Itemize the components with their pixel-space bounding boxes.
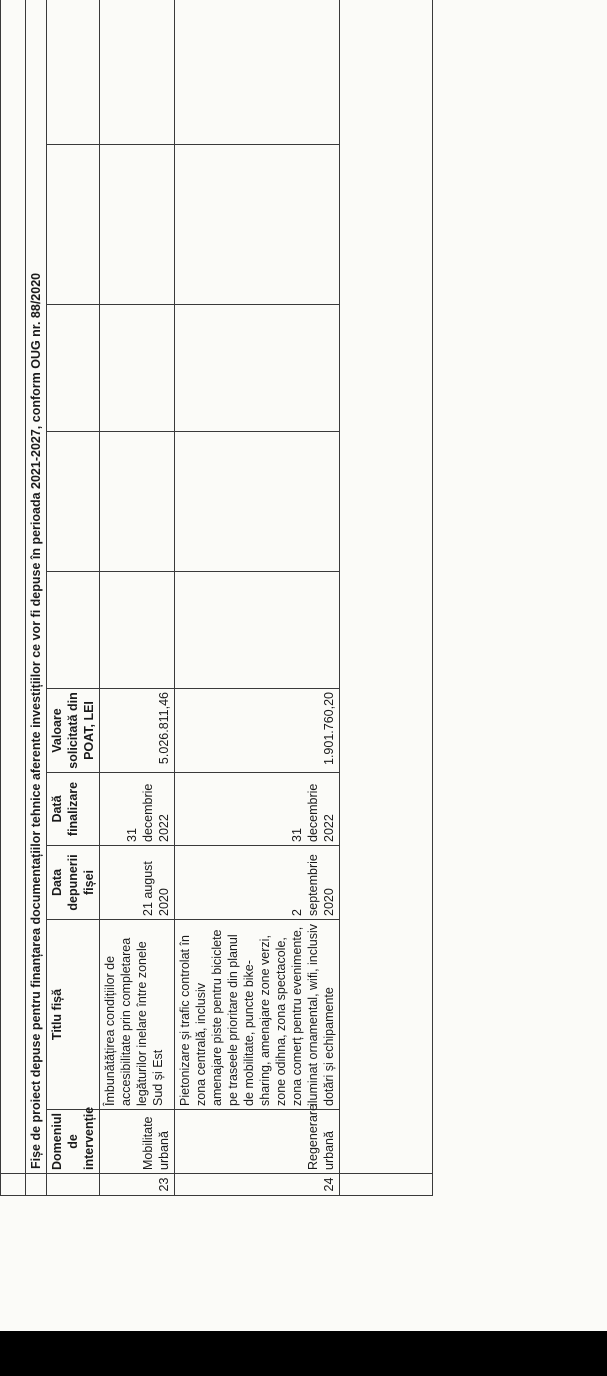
- row-amount: 5.026.811,46: [100, 689, 175, 773]
- header-amount: Valoare solicitată din POAT, LEI: [47, 689, 100, 773]
- top-rule-row: [1, 0, 26, 1196]
- row-amount: 1.901.760,20: [175, 689, 340, 773]
- row-submission-date: 21 august 2020: [100, 846, 175, 920]
- table-caption: Fișe de proiect depuse pentru finanțarea documentațiilor tehnice aferente investițiilor ce vor fi depuse în perioada 2021-2027, conform OUG nr. 88/2020: [26, 0, 47, 1174]
- row-completion-date: 31 decembrie 2022: [175, 773, 340, 846]
- header-completion-date: Dată finalizare: [47, 773, 100, 846]
- header-title: Titlu fișă: [47, 920, 100, 1110]
- row-number: 23: [100, 1174, 175, 1196]
- row-title: Pietonizare și trafic controlat în zona centrală, inclusiv amenajare piste pentru biciclete pe traseele prioritare din planul de mobilitate, puncte bike-sharing, amenajare zone verzi, zone odihna, zona spectacole, zona comerț pentru evenimente, iluminat ornamental, wifi, inclusiv dotări și echipamente: [175, 920, 340, 1110]
- row-domain: Mobilitate urbană: [100, 1110, 175, 1174]
- row-submission-date: 2 septembrie 2020: [175, 846, 340, 920]
- header-submission-date: Data depunerii fișei: [47, 846, 100, 920]
- table-row: [175, 0, 340, 1196]
- row-title: Îmbunătățirea condițiilor de accesibilitate prin completarea legăturilor inelare între zonele Sud și Est: [100, 920, 175, 1110]
- row-domain: Regenerare urbană: [175, 1110, 340, 1174]
- row-number: 24: [175, 1174, 340, 1196]
- table-row: [100, 0, 175, 1196]
- row-completion-date: 31 decembrie 2022: [100, 773, 175, 846]
- caption-row: [26, 0, 47, 1196]
- header-row: [47, 0, 100, 1196]
- empty-row: [340, 0, 433, 1196]
- bottom-bar: [0, 1331, 607, 1376]
- header-domain: Domeniul de intervenție: [47, 1110, 100, 1174]
